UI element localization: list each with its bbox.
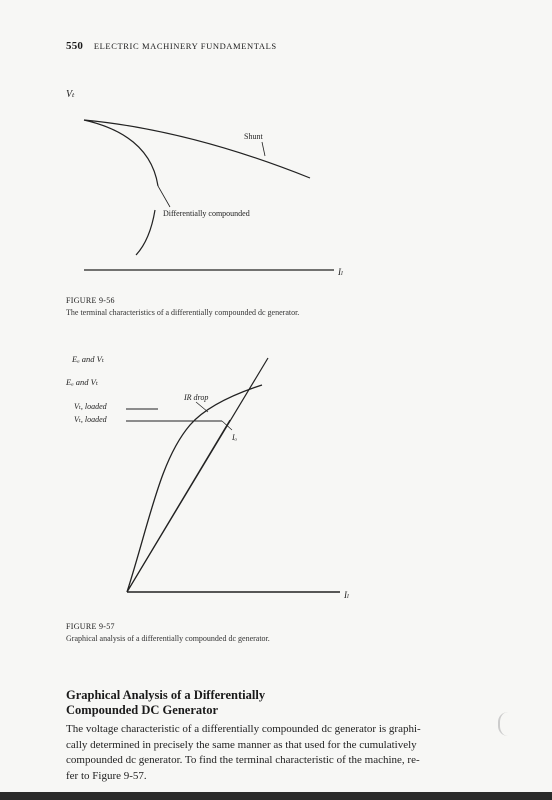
fig57-label-loaded: Vₜ, loaded [74, 415, 107, 424]
section-title [66, 688, 265, 718]
section-title-line-1: Graphical Analysis of a Differentially [66, 688, 266, 702]
running-title: ELECTRIC MACHINERY FUNDAMENTALS [93, 41, 277, 51]
body-line-4: fer to Figure 9-57. [66, 769, 147, 782]
fig57-irdrop-label: IR drop [184, 393, 209, 402]
fig57-x-axis-label: Iₗ [344, 590, 350, 600]
body-line-2: cally determined in precisely the same manner as that used for the cumulatively [66, 738, 417, 751]
fig57-label-noload: Vₜ, loaded [74, 402, 107, 411]
fig57-magnetization-curve [127, 385, 262, 592]
fig56-caption-text: The terminal characteristics of a differentially compounded dc generator. [66, 308, 300, 317]
fig57-label-second: Eₐ and Vₜ [66, 377, 98, 387]
body-paragraph [66, 722, 494, 784]
fig57-label-top: Eₐ and Vₜ [72, 354, 104, 364]
differential-label: Differentially compounded [163, 209, 250, 218]
fig56-x-axis-label: Iₗ [338, 267, 344, 277]
body-line-1: The voltage characteristic of a differentially compounded dc generator is graphi- [66, 723, 421, 735]
fig57-caption-label: FIGURE 9-57 [66, 622, 115, 631]
page-number: 550 [66, 40, 84, 52]
shunt-label: Shunt [244, 132, 263, 141]
fig57-net-mmf-line [127, 420, 230, 592]
fig56-y-axis-label: Vₜ [66, 89, 75, 100]
page-bottom-edge [0, 792, 552, 800]
page-edge-shadow [498, 712, 514, 736]
body-line-3: compounded dc generator. To find the terminal characteristic of the machine, re- [66, 754, 420, 766]
section-title-line-2: Compounded DC Generator [66, 703, 219, 717]
fig56-caption-label: FIGURE 9-56 [66, 296, 115, 305]
fig57-ia-label: Iₐ [232, 433, 238, 442]
fig57-caption-text: Graphical analysis of a differentially compounded dc generator. [66, 634, 270, 643]
